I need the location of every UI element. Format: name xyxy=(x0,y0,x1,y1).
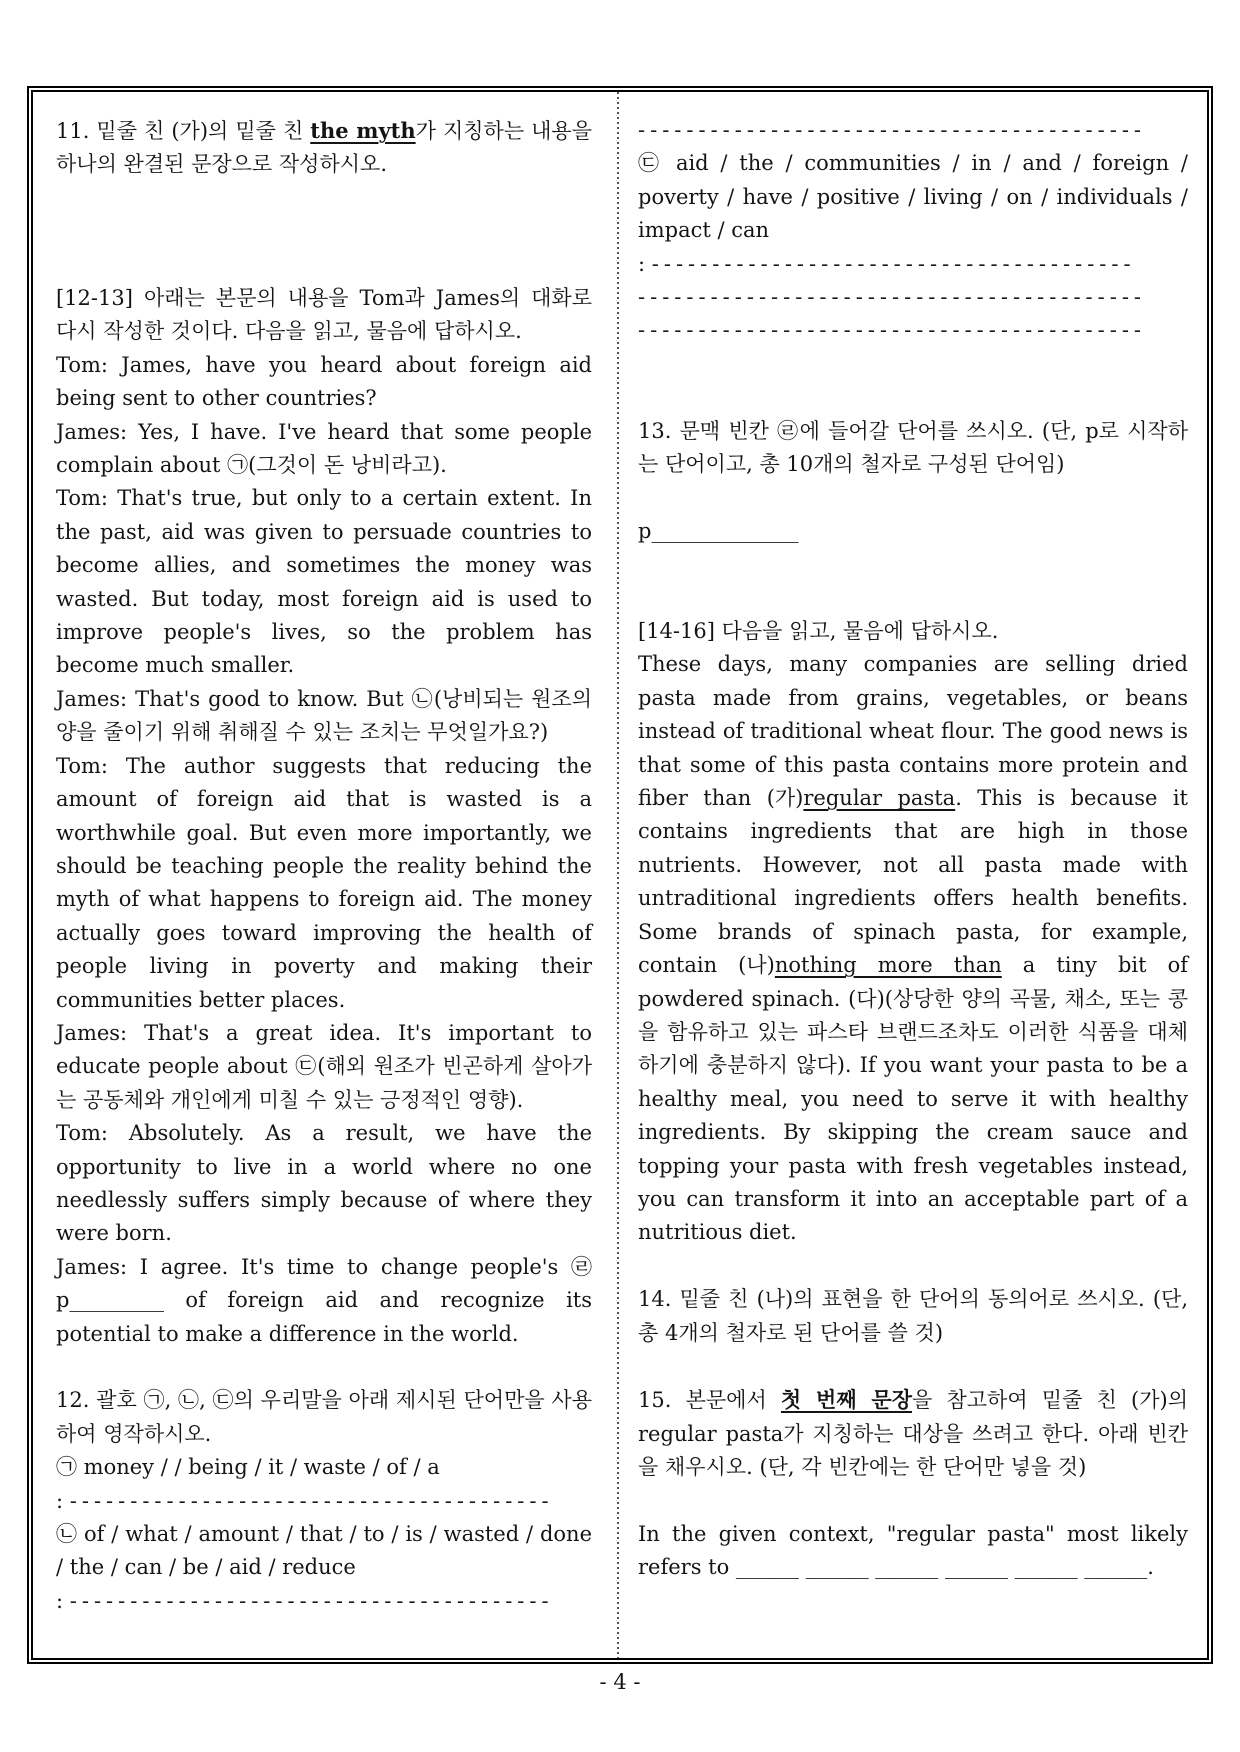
question-12: 12. 괄호 ㉠, ㉡, ㉢의 우리말을 아래 제시된 단어만을 사용하여 영작하시오. xyxy=(56,1388,592,1446)
column-divider xyxy=(617,92,619,1658)
q12-answer-line-continued xyxy=(638,114,1188,147)
question-15 xyxy=(638,1383,1188,1484)
dialog-turn-james-3: James: That's a great idea. It's important to educate people about ㉢(해외 원조가 빈곤하게 살아가는 공동체와 개인에게 미칠 수 있는 긍정적인 영향). xyxy=(56,1020,592,1112)
answer-dash-line: ---------------------------------------- xyxy=(69,1588,554,1613)
q12-answer-line-3 xyxy=(638,248,1188,281)
passage-12-13-intro: [12-13] 아래는 본문의 내용을 Tom과 James의 대화로 다시 작성한 것이다. 다음을 읽고, 물음에 답하시오. xyxy=(56,286,592,344)
dialog-turn-tom-3: Tom: The author suggests that reducing the amount of foreign aid that is wasted is a worthwhile goal. But even more importantly, we should be teaching people the reality behind the myth of what happens to foreign aid. The money actually goes toward improving the health of people living in poverty and making their communities better places. xyxy=(56,753,592,1012)
dialog-turn-tom-4: Tom: Absolutely. As a result, we have the opportunity to live in a world where no one needlessly suffers simply because of where they were born. xyxy=(56,1121,592,1246)
answer-dash-line: ------------------------------------------ xyxy=(638,118,1147,142)
passage-text: These days, many companies are selling dried pasta made from grains, vegetables, or beans instead of traditional wheat flour. The good news is that some of this pasta contains more protein and fiber than (가) xyxy=(638,652,1188,811)
left-column xyxy=(56,114,592,1618)
answer-dash-line: ------------------------------------------ xyxy=(638,318,1147,343)
answer-dash-line: ------------------------------------------ xyxy=(638,285,1147,310)
underlined-regular-pasta: regular pasta xyxy=(803,786,956,811)
q15-answer-sentence: In the given context, "regular pasta" most likely refers to ______ ______ ______ ______ ______ ______. xyxy=(638,1521,1188,1580)
dialog-turn-james-4: James: I agree. It's time to change people's ㉣ p_________ of foreign aid and recognize its potential to make a difference in the world. xyxy=(56,1254,592,1346)
q12-item-2: ㉡ of / what / amount / that / to / is / wasted / done / the / can / be / aid / reduce xyxy=(56,1522,592,1580)
answer-colon: : xyxy=(56,1588,64,1613)
q12-answer-line-3b xyxy=(638,281,1188,314)
dialog-turn-tom-1: Tom: James, have you heard about foreign aid being sent to other countries? xyxy=(56,352,592,411)
dialog-turn-james-2: James: That's good to know. But ㉡(낭비되는 원조의 양을 줄이기 위해 취해질 수 있는 조치는 무엇일가요?) xyxy=(56,686,592,745)
underlined-nothing-more-than: nothing more than xyxy=(774,953,1002,978)
q12-answer-line-1 xyxy=(56,1485,592,1518)
passage-text: a tiny bit of powdered spinach. (다)(상당한 양의 곡물, 채소, 또는 콩을 함유하고 있는 파스타 브랜드조차도 이러한 식품을 대체하기에 충분하지 않다). If you want your pasta to be a healthy meal, you need to serve it with healthy ingredients. By skipping the cream sauce and topping your pasta with fresh vegetables instead, you can transform it into an acceptable part of a nutritious diet. xyxy=(638,953,1188,1245)
q12-item-1: ㉠ money / / being / it / waste / of / a xyxy=(56,1455,440,1480)
question-14: 14. 밑줄 친 (나)의 표현을 한 단어의 동의어로 쓰시오. (단, 총 4개의 철자로 된 단어를 쓸 것) xyxy=(638,1287,1188,1345)
q15-text-pre: 15. 본문에서 xyxy=(638,1388,781,1413)
passage-text: . This is because it contains ingredients that are high in those nutrients. However, not all pasta made with untraditional ingredients offers health benefits. Some brands of spinach pasta, for example, contain (나) xyxy=(638,786,1189,978)
right-column xyxy=(638,114,1188,1585)
passage-14-16-intro: [14-16] 다음을 읽고, 물음에 답하시오. xyxy=(638,619,999,644)
q11-text-pre: 11. 밑줄 친 (가)의 밑줄 친 xyxy=(56,119,311,143)
answer-colon: : xyxy=(638,251,646,276)
content-frame xyxy=(27,86,1213,1664)
q15-keyword-first-sentence: 첫 번째 문장 xyxy=(780,1387,912,1413)
question-13: 13. 문맥 빈칸 ㉣에 들어갈 단어를 쓰시오. (단, p로 시작하는 단어이고, 총 10개의 철자로 구성된 단어임) xyxy=(638,418,1188,477)
question-11 xyxy=(56,114,592,182)
q13-answer-blank: p______________ xyxy=(638,518,799,543)
q12-answer-line-2 xyxy=(56,1585,592,1618)
dialog-turn-james-1: James: Yes, I have. I've heard that some people complain about ㉠(그것이 돈 낭비라고). xyxy=(56,419,592,478)
page-number: - 4 - xyxy=(599,1670,641,1694)
q12-answer-line-3c xyxy=(638,314,1188,347)
q11-text-post: 가 지칭하는 내용을 하나의 완결된 문장으로 작성하시오. xyxy=(56,119,593,177)
answer-colon: : xyxy=(56,1488,64,1513)
q15-text-post: 을 참고하여 밑줄 친 (가)의 regular pasta가 지칭하는 대상을 쓰려고 한다. 아래 빈칸을 채우시오. (단, 각 빈칸에는 한 단어만 넣을 것) xyxy=(638,1388,1188,1480)
q11-keyword-the-myth: the myth xyxy=(310,118,416,143)
answer-dash-line: ---------------------------------------- xyxy=(69,1488,554,1513)
q12-item-3: ㉢ aid / the / communities / in / and / foreign / poverty / have / positive / living / on / individuals / impact / can xyxy=(638,151,1188,243)
dialog-turn-tom-2: Tom: That's true, but only to a certain extent. In the past, aid was given to persuade countries to become allies, and sometimes the money was wasted. But today, most foreign aid is used to improve people's lives, so the problem has become much smaller. xyxy=(56,486,592,678)
answer-dash-line: ---------------------------------------- xyxy=(651,251,1136,276)
passage-14-16 xyxy=(638,648,1188,1249)
